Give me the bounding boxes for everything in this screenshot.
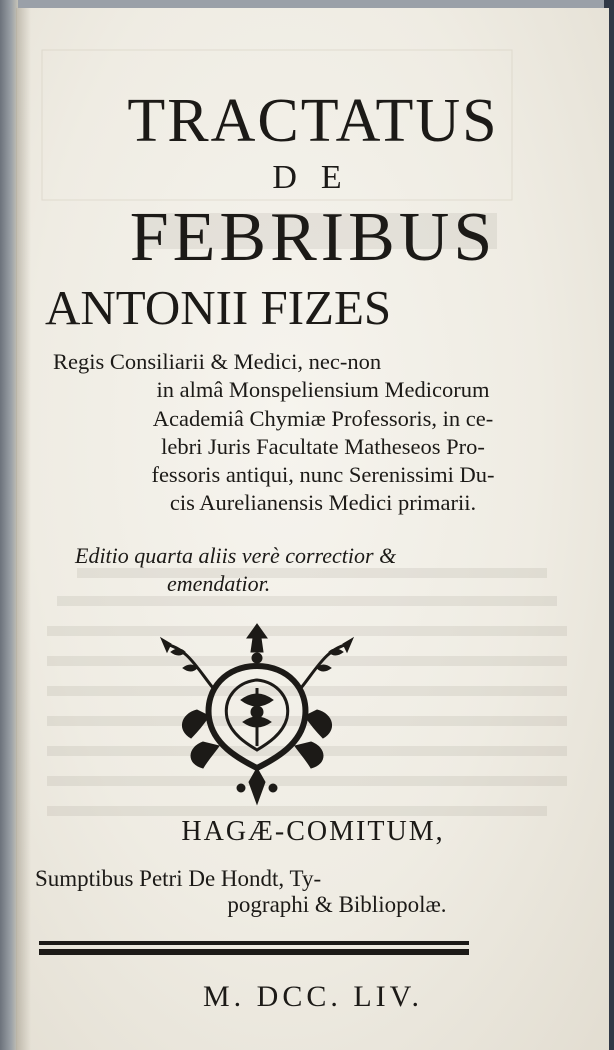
publisher-line: pographi & Bibliopolæ. bbox=[227, 892, 447, 917]
publisher-line: Sumptibus Petri De Hondt, Ty- bbox=[35, 866, 322, 891]
publication-date: M. DCC. LIV. bbox=[203, 980, 423, 1013]
description-line: lebri Juris Facultate Matheseos Pro- bbox=[161, 433, 485, 459]
description-line: in almâ Monspeliensium Medicorum bbox=[156, 377, 490, 403]
edition-line: Editio quarta aliis verè correctior & bbox=[75, 543, 397, 568]
title-de: DE bbox=[272, 159, 366, 196]
double-rule bbox=[39, 938, 469, 958]
edition-statement bbox=[75, 542, 595, 598]
edition-line: emendatior. bbox=[167, 571, 271, 596]
description-line: fessoris antiqui, nunc Serenissimi Du- bbox=[151, 462, 495, 488]
description-line: Regis Consiliarii & Medici, nec-non bbox=[53, 349, 382, 374]
imprint-place: HAGÆ-COMITUM, bbox=[181, 816, 445, 847]
description-line: cis Aurelianensis Medici primarii. bbox=[169, 490, 477, 516]
author-description bbox=[53, 348, 593, 518]
title-febribus: FEBRIBUS bbox=[129, 199, 497, 276]
description-line: Academiâ Chymiæ Professoris, in ce- bbox=[152, 405, 494, 431]
title-tractatus: TRACTATUS bbox=[127, 87, 499, 155]
title-page bbox=[16, 8, 609, 1050]
author-name: ANTONII FIZES bbox=[45, 280, 392, 335]
fleuron-ornament bbox=[157, 618, 357, 808]
